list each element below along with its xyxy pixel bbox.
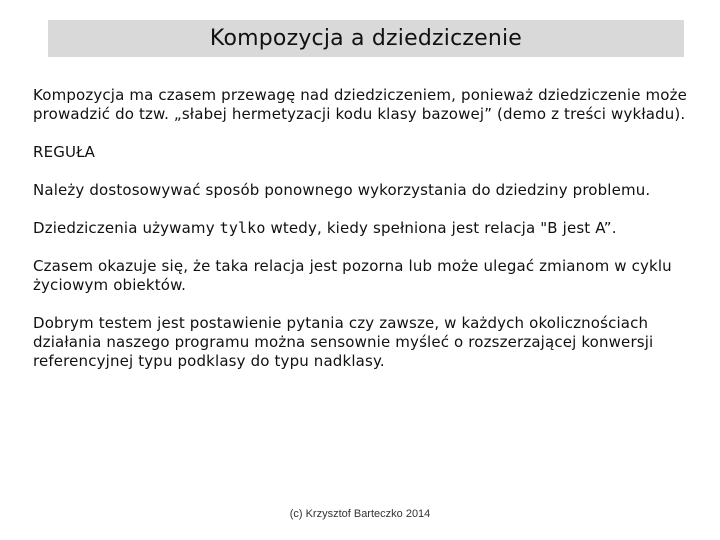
rule-heading: REGUŁA: [33, 143, 96, 161]
caution-paragraph: Czasem okazuje się, że taka relacja jest pozorna lub może ulegać zmianom w cyklu życiowym obiektów.: [33, 257, 672, 294]
slide-content: [33, 86, 693, 390]
slide-title: Kompozycja a dziedziczenie: [209, 26, 523, 51]
slide-title-bar: [48, 20, 684, 57]
rule-paragraph: Należy dostosowywać sposób ponownego wykorzystania do dziedziny problemu.: [33, 181, 651, 199]
inheritance-emphasis: tylko: [219, 219, 266, 237]
footer-copyright: (c) Krzysztof Barteczko 2014: [289, 508, 431, 520]
inheritance-paragraph: [33, 219, 693, 238]
intro-paragraph: Kompozycja ma czasem przewagę nad dziedziczeniem, ponieważ dziedziczenie może prowadzić do tzw. „słabej hermetyzacji kodu klasy bazowej” (demo z treści wykładu).: [33, 86, 688, 123]
test-paragraph: Dobrym testem jest postawienie pytania czy zawsze, w każdych okolicznościach działania naszego programu można sensownie myśleć o rozszerzającej konwersji referencyjnej typu podklasy do typu nadklasy.: [33, 314, 654, 370]
inheritance-text-after: wtedy, kiedy spełniona jest relacja "B jest A”.: [265, 219, 617, 237]
inheritance-text-before: Dziedziczenia używamy: [33, 219, 220, 237]
